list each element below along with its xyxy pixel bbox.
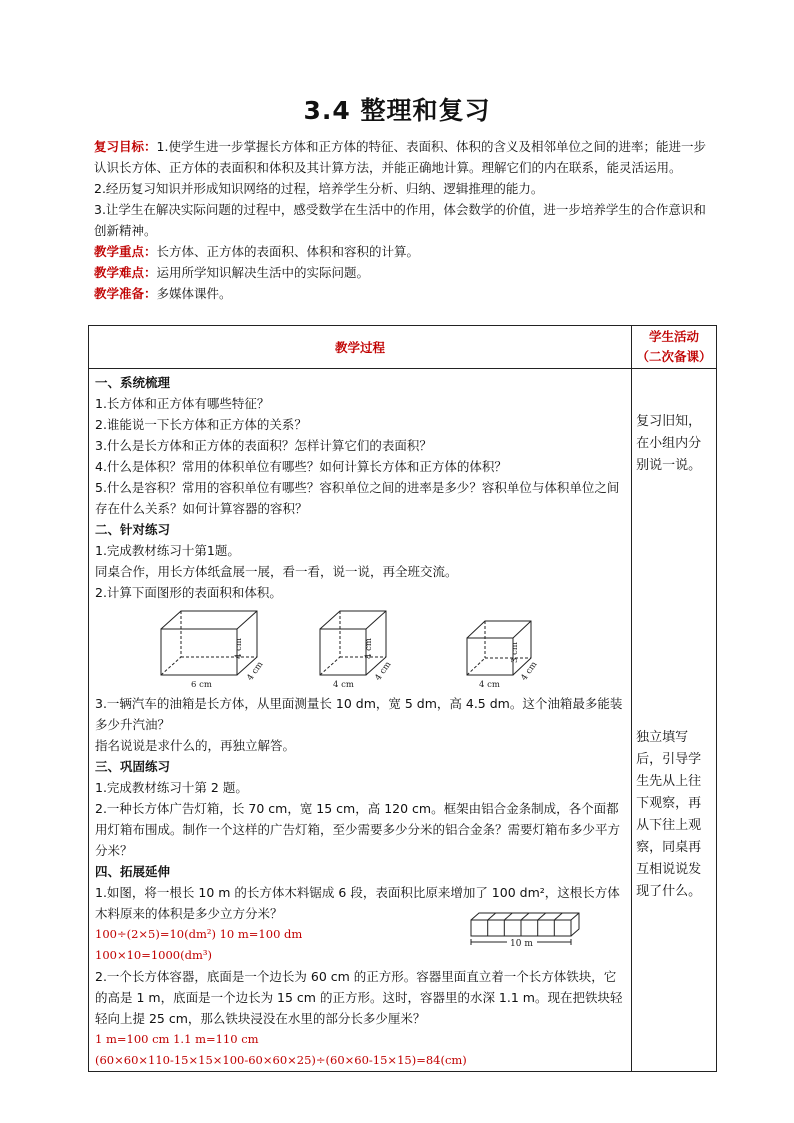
s4-answer-4: (60×60×110-15×15×100-60×60×25)÷(60×60-15×15)=84(cm) — [95, 1053, 467, 1067]
preparation — [94, 283, 714, 304]
activity-note-2: 独立填写后，引导学生先从上往下观察，再从下往上观察，同桌再互相说说发现了什么。 — [636, 730, 702, 899]
s4-answer-2: 100×10=1000(dm³) — [95, 948, 212, 962]
goal-2-text: 2.经历复习知识并形成知识网络的过程，培养学生分析、归纳、逻辑推理的能力。 — [94, 181, 544, 196]
s3-question-2: 2.一种长方体广告灯箱，长 70 cm，宽 15 cm，高 120 cm。框架由铝合金条制成，各个面都用灯箱布围成。制作一个这样的广告灯箱，至少需要多少分米的铝合金条？需要灯箱布多少平方分米？ — [95, 801, 621, 858]
difficulty-label: 教学难点： — [94, 265, 157, 280]
header-activity-label: 学生活动 — [649, 329, 700, 344]
s2-question-3b: 指名说说是求什么的，再独立解答。 — [95, 738, 296, 753]
goal-paragraph — [94, 136, 714, 178]
cuboid-3 — [467, 621, 531, 675]
s1-question-1: 1.长方体和正方体有哪些特征？ — [95, 396, 270, 411]
s2-question-2: 2.计算下面图形的表面积和体积。 — [95, 585, 282, 600]
s1-question-2: 2.谁能说一下长方体和正方体的关系？ — [95, 417, 307, 432]
preparation-label: 教学准备： — [94, 286, 157, 301]
s2-question-1: 1.完成教材练习十第1题。 — [95, 543, 240, 558]
s1-question-3: 3.什么是长方体和正方体的表面积？怎样计算它们的表面积？ — [95, 438, 432, 453]
process-content — [89, 369, 632, 1072]
fig1-height-label: 4 cm — [234, 638, 244, 659]
cuboid-figures-svg — [95, 603, 615, 693]
section-1-title: 一、系统梳理 — [95, 375, 171, 390]
key-point — [94, 241, 714, 262]
key-label: 教学重点： — [94, 244, 157, 259]
header-activity — [632, 326, 717, 369]
log-figure — [467, 910, 587, 962]
s4-question-1: 1.如图，将一根长 10 m 的长方体木料锯成 6 段，表面积比原来增加了 100 dm²，这根长方体木料原来的体积是多少立方分米？ — [95, 885, 620, 921]
key-text: 长方体、正方体的表面积、体积和容积的计算。 — [156, 244, 420, 259]
header-activity-sub: （二次备课） — [636, 349, 712, 364]
difficulty-text: 运用所学知识解决生活中的实际问题。 — [156, 265, 370, 280]
preparation-text: 多媒体课件。 — [156, 286, 232, 301]
s1-question-4: 4.什么是体积？常用的体积单位有哪些？如何计算长方体和正方体的体积？ — [95, 459, 507, 474]
s2-question-1b: 同桌合作，用长方体纸盒展一展，看一看，说一说，再全班交流。 — [95, 564, 458, 579]
cuboid-2 — [320, 611, 386, 675]
activity-content — [632, 369, 717, 1072]
section-3-title: 三、巩固练习 — [95, 759, 171, 774]
s4-answer-3: 1 m=100 cm 1.1 m=110 cm — [95, 1032, 259, 1046]
page-title: 3.4 整理和复习 — [303, 96, 491, 125]
goal-1-text: 1.使学生进一步掌握长方体和正方体的特征、表面积、体积的含义及相邻单位之间的进率；能进一步认识长方体、正方体的表面积和体积及其计算方法，并能正确地计算。理解它们的内在联系，能灵活运用。 — [94, 139, 706, 175]
fig2-length-label: 4 cm — [333, 680, 354, 690]
s4-answer-block — [95, 924, 625, 966]
difficulty — [94, 262, 714, 283]
s4-question-2: 2.一个长方体容器，底面是一个边长为 60 cm 的正方形。容器里面直立着一个长方体铁块，它的高是 1 m，底面是一个边长为 15 cm 的正方形。这时，容器里的水深 1.1 m。现在把铁块轻轻向上提 25 cm，那么铁块浸没在水里的部分长多少厘米？ — [95, 969, 623, 1026]
header-process-label: 教学过程 — [335, 340, 386, 355]
fig3-width-label: 4 cm — [519, 659, 540, 683]
s3-question-1: 1.完成教材练习十第 2 题。 — [95, 780, 248, 795]
fig3-height-label: 3 cm — [510, 642, 520, 663]
s4-answer-1: 100÷(2×5)=10(dm²) 10 m=100 dm — [95, 927, 303, 941]
goal-label: 复习目标： — [94, 139, 157, 154]
goal-3-text: 3.让学生在解决实际问题的过程中，感受数学在生活中的作用，体会数学的价值，进一步培养学生的合作意识和创新精神。 — [94, 202, 706, 238]
fig2-width-label: 4 cm — [373, 659, 394, 683]
lesson-intro — [94, 136, 714, 304]
fig3-length-label: 4 cm — [479, 680, 500, 690]
log-length-label: 10 m — [510, 939, 533, 949]
fig1-width-label: 4 cm — [245, 659, 266, 683]
section-2-title: 二、针对练习 — [95, 522, 171, 537]
lesson-table — [88, 325, 717, 1072]
cuboid-figures — [95, 603, 625, 693]
fig2-height-label: 4 cm — [364, 638, 374, 659]
activity-note-1: 复习旧知，在小组内分别说一说。 — [636, 414, 702, 473]
s2-question-3: 3.一辆汽车的油箱是长方体，从里面测量长 10 dm，宽 5 dm，高 4.5 dm。这个油箱最多能装多少升汽油？ — [95, 696, 623, 732]
section-4-title: 四、拓展延伸 — [95, 864, 171, 879]
s1-question-5: 5.什么是容积？常用的容积单位有哪些？容积单位之间的进率是多少？容积单位与体积单位之间存在什么关系？如何计算容器的容积？ — [95, 480, 620, 516]
fig1-length-label: 6 cm — [191, 680, 212, 690]
header-process — [89, 326, 632, 369]
